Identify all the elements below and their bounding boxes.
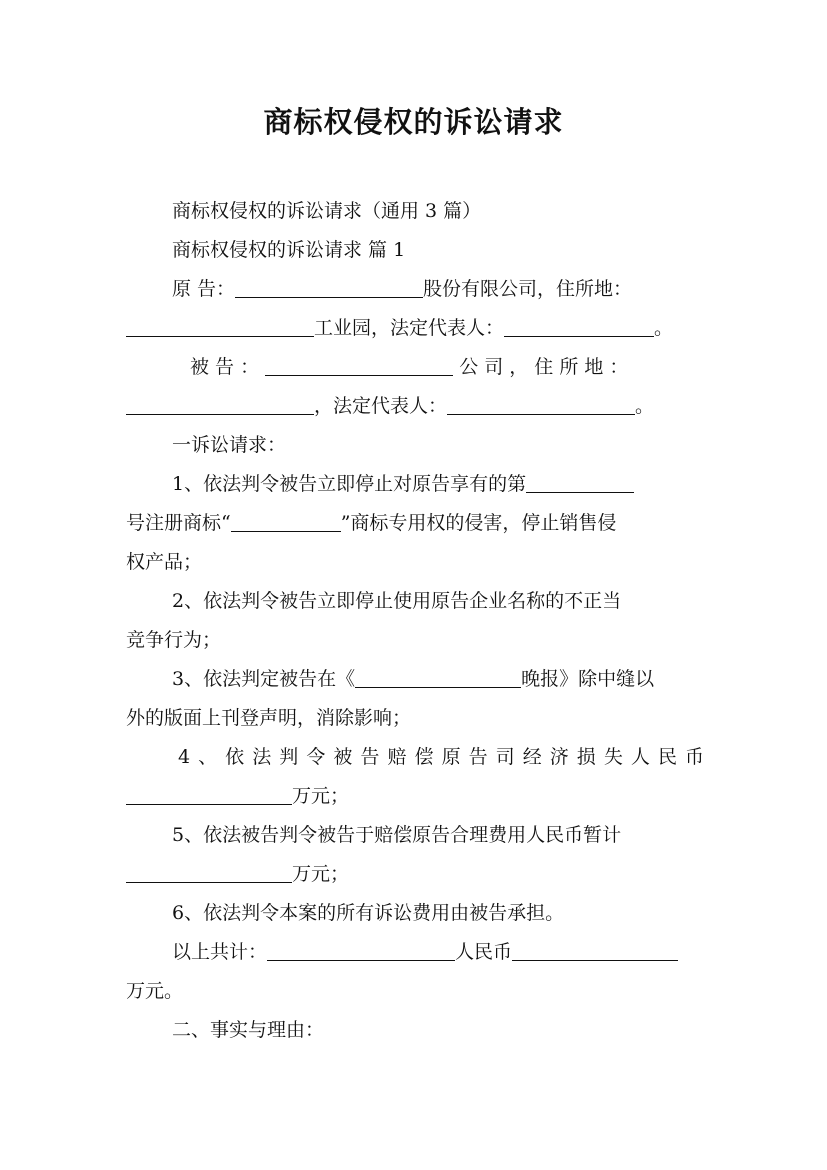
- document-title: 商标权侵权的诉讼请求: [263, 105, 564, 139]
- claims-heading: [126, 426, 704, 465]
- total-amount-blank: [512, 938, 678, 961]
- claim-1-text: 1、依法判令被告立即停止对原告享有的第: [172, 473, 527, 495]
- total-label: 以上共计：: [172, 941, 268, 963]
- claim-5-line: [126, 816, 704, 855]
- claim-6-line: [126, 894, 704, 933]
- subtitle-line: [126, 192, 704, 231]
- defendant-company-text: 公 司 ， 住 所 地 ：: [459, 356, 629, 378]
- newspaper-name-blank: [355, 665, 521, 688]
- claim-5-amount-line: [126, 855, 704, 894]
- facts-heading-text: 二、事实与理由：: [172, 1019, 325, 1041]
- plaintiff-address-blank: [126, 314, 314, 337]
- claim-5-text: 5、依法被告判令被告于赔偿原告合理费用人民币暂计: [172, 824, 622, 846]
- claim-2-line: [126, 582, 704, 621]
- plaintiff-line: [126, 270, 704, 309]
- claim-6-text: 6、依法判令本案的所有诉讼费用由被告承担。: [172, 902, 565, 924]
- claim-2-end-text: 竞争行为；: [126, 629, 222, 651]
- claim-1-end-text: 权产品；: [126, 551, 203, 573]
- claim-4-line: [126, 738, 704, 777]
- total-unit-line: [126, 972, 704, 1011]
- claim-3-end-line: [126, 699, 704, 738]
- facts-heading: [126, 1011, 704, 1050]
- defendant-address-blank: [126, 392, 314, 415]
- claim-3-line: [126, 660, 704, 699]
- trademark-name-blank: [231, 509, 341, 532]
- total-unit: 万元。: [126, 980, 184, 1002]
- claim-1-continued-line: [126, 504, 704, 543]
- claims-heading-text: 一诉讼请求：: [172, 434, 287, 456]
- plaintiff-name-blank: [235, 275, 423, 298]
- plaintiff-representative-blank: [504, 314, 654, 337]
- claim-1-end-line: [126, 543, 704, 582]
- period-mark: 。: [654, 317, 674, 339]
- section-heading: [126, 231, 704, 270]
- claim-3-end-text: 外的版面上刊登声明，消除影响；: [126, 707, 412, 729]
- defendant-line: [126, 348, 704, 387]
- damages-amount-blank: [126, 782, 292, 805]
- claim-3-text-a: 3、依法判定被告在《: [172, 668, 356, 690]
- claim-2-text: 2、依法判令被告立即停止使用原告企业名称的不正当: [172, 590, 622, 612]
- total-currency-text: 人民币: [455, 941, 513, 963]
- defendant-representative-blank: [447, 392, 635, 415]
- total-blank: [267, 938, 455, 961]
- trademark-number-blank: [526, 470, 634, 493]
- claim-1-text-a: 号注册商标“: [126, 512, 231, 534]
- claim-4-amount-line: [126, 777, 704, 816]
- defendant-name-blank: [265, 353, 453, 376]
- defendant-label: 被 告 ：: [190, 356, 260, 378]
- claim-2-end-line: [126, 621, 704, 660]
- total-line: [126, 933, 704, 972]
- defendant-representative-text: ，法定代表人：: [314, 395, 448, 417]
- plaintiff-address-line: [126, 309, 704, 348]
- period-mark: 。: [635, 395, 655, 417]
- claim-1-line: [126, 465, 704, 504]
- claim-4-unit: 万元；: [292, 785, 350, 807]
- expenses-amount-blank: [126, 860, 292, 883]
- defendant-address-line: [126, 387, 704, 426]
- claim-5-unit: 万元；: [292, 863, 350, 885]
- plaintiff-company-text: 股份有限公司，住所地：: [423, 278, 633, 300]
- section-heading-text: 商标权侵权的诉讼请求 篇 1: [172, 239, 406, 261]
- claim-1-text-b: ”商标专用权的侵害，停止销售侵: [340, 512, 617, 534]
- plaintiff-address-text: 工业园，法定代表人：: [314, 317, 505, 339]
- claim-3-text-b: 晚报》除中缝以: [521, 668, 655, 690]
- subtitle-text: 商标权侵权的诉讼请求（通用 3 篇）: [172, 200, 482, 222]
- claim-4-text: 4、依法判令被告赔偿原告司经济损失人民币: [178, 746, 704, 768]
- plaintiff-label: 原 告：: [172, 278, 236, 300]
